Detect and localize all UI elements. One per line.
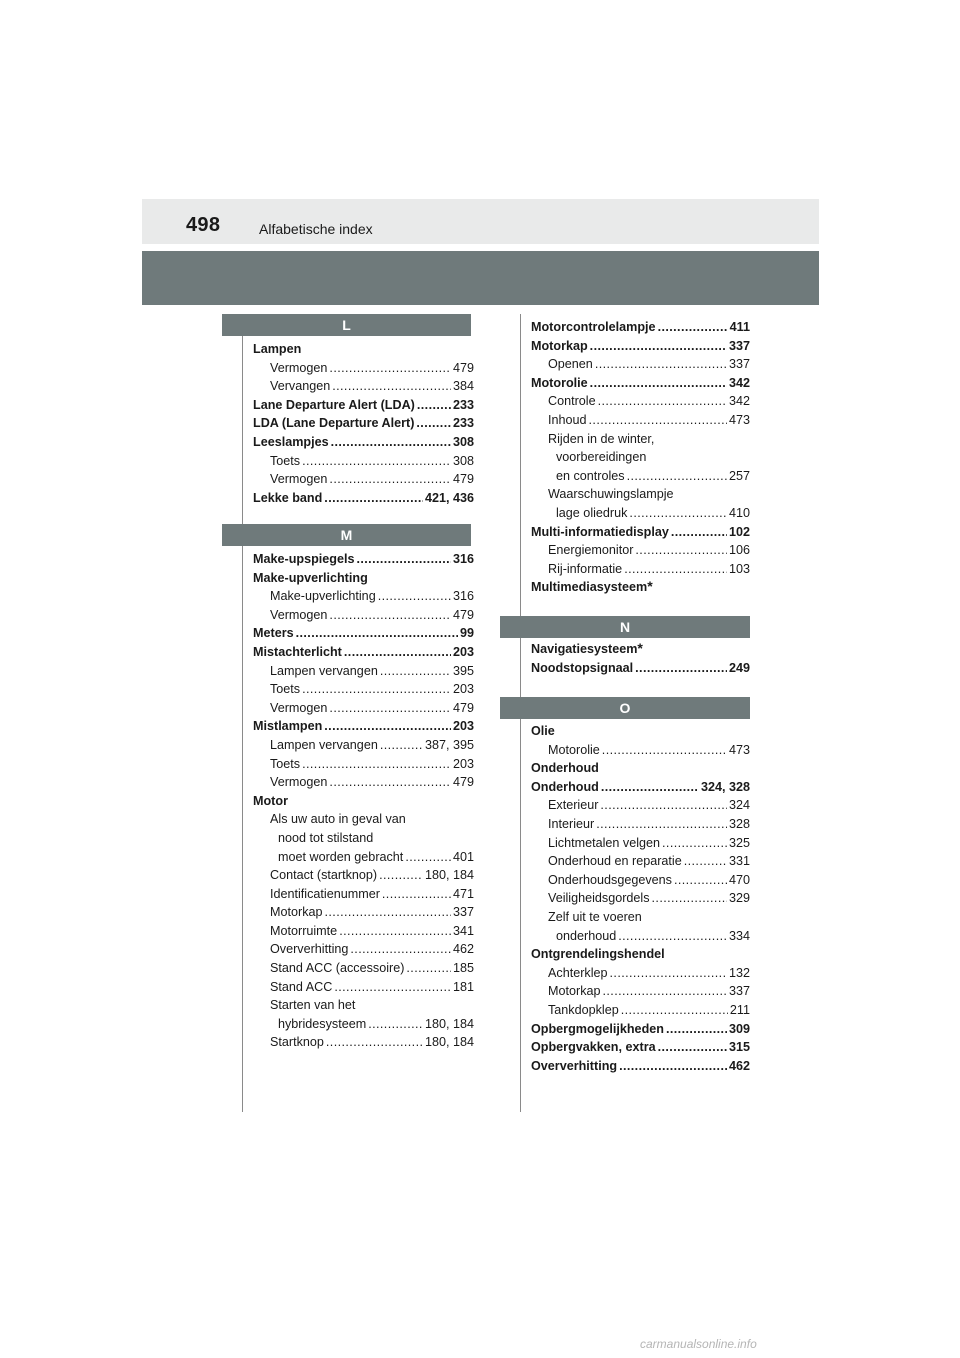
page-reference[interactable]: 309 <box>728 1021 750 1036</box>
dot-leader <box>610 964 727 983</box>
letter-header-L: L <box>222 314 471 336</box>
index-entry <box>531 759 750 778</box>
index-entry <box>253 470 474 489</box>
index-list-N <box>531 640 750 677</box>
index-entry <box>253 377 474 396</box>
page-reference[interactable]: 233 <box>452 416 474 431</box>
entry-term: Navigatiesysteem <box>531 642 638 656</box>
page-reference[interactable]: 180, 184 <box>424 1035 474 1050</box>
index-list-O <box>531 722 750 1075</box>
index-list-M-continued <box>531 318 750 597</box>
index-entry <box>531 834 750 853</box>
dot-leader <box>380 736 423 755</box>
page-reference[interactable]: 180, 184 <box>424 868 474 883</box>
page-reference[interactable]: 473 <box>728 742 750 757</box>
index-entry <box>253 773 474 792</box>
letter-header-N: N <box>500 616 750 638</box>
index-entry <box>531 1038 750 1057</box>
entry-term: Motorolie <box>548 742 600 757</box>
page-reference[interactable]: 395 <box>452 663 474 678</box>
page-reference[interactable]: 462 <box>728 1058 750 1073</box>
entry-term: Vermogen <box>270 360 328 375</box>
dot-leader <box>332 377 451 396</box>
entry-term: Opbergvakken, extra <box>531 1040 656 1055</box>
page-reference[interactable]: 384 <box>452 379 474 394</box>
page-reference[interactable]: 185 <box>452 961 474 976</box>
page-reference[interactable]: 324 <box>728 798 750 813</box>
entry-term: Oververhitting <box>270 942 349 957</box>
entry-term: Motorkap <box>270 905 323 920</box>
entry-term: Achterklep <box>548 965 608 980</box>
index-entry <box>531 374 750 393</box>
dot-leader <box>600 796 727 815</box>
dot-leader <box>329 773 451 792</box>
index-entry <box>531 722 750 741</box>
index-entry <box>531 485 750 504</box>
page-reference[interactable]: 257 <box>728 468 750 483</box>
page-reference[interactable]: 308 <box>452 434 474 449</box>
dot-leader <box>382 885 451 904</box>
index-entry <box>531 871 750 890</box>
index-entry <box>253 996 474 1015</box>
index-entry <box>253 680 474 699</box>
entry-term: Interieur <box>548 816 595 831</box>
entry-term: Meters <box>253 626 294 641</box>
entry-term: Inhoud <box>548 412 587 427</box>
page-reference[interactable]: 316 <box>452 589 474 604</box>
entry-term: Toets <box>270 756 301 771</box>
entry-term: Lampen <box>253 342 302 356</box>
page-reference[interactable]: 180, 184 <box>424 1016 474 1031</box>
entry-term: Vermogen <box>270 607 328 622</box>
entry-term: Motor <box>253 793 288 808</box>
index-entry <box>253 606 474 625</box>
page-reference[interactable]: 249 <box>728 660 750 675</box>
page-reference[interactable]: 421, 436 <box>424 490 474 505</box>
page-number: 498 <box>186 214 221 236</box>
index-entry <box>253 433 474 452</box>
index-entry <box>531 964 750 983</box>
index-entry <box>531 796 750 815</box>
entry-term: Ontgrendelingshendel <box>531 947 665 962</box>
index-entry <box>531 1001 750 1020</box>
dot-leader <box>379 866 423 885</box>
index-entry <box>531 945 750 964</box>
entry-term: Mistlampen <box>253 719 323 734</box>
index-entry <box>253 810 474 829</box>
dot-leader <box>326 1033 423 1052</box>
dot-leader <box>356 550 451 569</box>
entry-term: Stand ACC <box>270 979 333 994</box>
index-entry <box>253 959 474 978</box>
dot-leader <box>350 940 451 959</box>
index-entry <box>531 927 750 946</box>
index-entry <box>253 699 474 718</box>
index-entry <box>253 396 474 415</box>
entry-term: nood tot stilstand <box>278 830 374 845</box>
index-entry <box>531 815 750 834</box>
page-reference[interactable]: 473 <box>728 412 750 427</box>
entry-term: voorbereidingen <box>556 450 647 465</box>
dot-leader <box>344 643 451 662</box>
page-reference[interactable]: 479 <box>452 360 474 375</box>
entry-term: onderhoud <box>556 928 617 943</box>
entry-term: Identificatienummer <box>270 886 380 901</box>
dot-leader <box>380 662 451 681</box>
dot-leader <box>596 815 727 834</box>
entry-term: Motorruimte <box>270 923 338 938</box>
page-reference[interactable]: 211 <box>729 1002 750 1017</box>
dot-leader <box>405 848 451 867</box>
index-entry: Navigatiesysteem * <box>531 640 750 659</box>
entry-term: Contact (startknop) <box>270 868 378 883</box>
index-list-M <box>253 550 474 1052</box>
entry-term: Multimediasysteem <box>531 580 648 595</box>
page-reference[interactable]: 102 <box>728 524 750 539</box>
page-reference[interactable]: 334 <box>728 928 750 943</box>
index-entry <box>253 717 474 736</box>
entry-term: en controles <box>556 468 625 483</box>
dot-leader <box>666 1020 727 1039</box>
dot-leader <box>325 903 451 922</box>
entry-term: Vermogen <box>270 775 328 790</box>
index-entry <box>531 430 750 449</box>
dot-leader <box>296 624 458 643</box>
index-entry <box>253 359 474 378</box>
dot-leader <box>331 433 451 452</box>
index-entry <box>531 318 750 337</box>
entry-term: Exterieur <box>548 798 599 813</box>
entry-term: moet worden gebracht <box>278 849 404 864</box>
dot-leader <box>302 680 451 699</box>
entry-term: Lampen vervangen <box>270 737 378 752</box>
entry-term: Lekke band <box>253 490 323 505</box>
page-reference[interactable]: 203 <box>452 644 474 659</box>
entry-term: Lane Departure Alert (LDA) <box>253 397 415 412</box>
entry-term: Lichtmetalen velgen <box>548 835 661 850</box>
index-entry <box>253 340 474 359</box>
page-reference[interactable]: 315 <box>728 1040 750 1055</box>
page-reference[interactable]: 342 <box>728 394 750 409</box>
page-reference[interactable]: 337 <box>728 984 750 999</box>
entry-term: Stand ACC (accessoire) <box>270 961 405 976</box>
dot-leader <box>674 871 727 890</box>
dot-leader <box>368 1015 423 1034</box>
dot-leader <box>302 452 451 471</box>
entry-term: Vermogen <box>270 472 328 487</box>
index-entry <box>253 940 474 959</box>
entry-term: Vermogen <box>270 700 328 715</box>
dot-leader <box>671 523 727 542</box>
dot-leader <box>378 587 451 606</box>
entry-term: Zelf uit te voeren <box>548 909 642 924</box>
page-reference[interactable]: 337 <box>452 905 474 920</box>
dot-leader <box>324 717 451 736</box>
dot-leader <box>589 411 727 430</box>
page-reference[interactable]: 233 <box>452 397 474 412</box>
letter-header-M: M <box>222 524 471 546</box>
index-entry <box>531 852 750 871</box>
index-entry <box>253 792 474 811</box>
dot-leader <box>329 699 451 718</box>
page-reference[interactable]: 203 <box>452 719 474 734</box>
index-entry <box>531 1057 750 1076</box>
index-entry: Multimediasysteem * <box>531 578 750 597</box>
dot-leader <box>417 396 451 415</box>
entry-term: Openen <box>548 357 593 372</box>
page-reference[interactable]: 181 <box>452 979 474 994</box>
dot-leader <box>334 978 451 997</box>
page-reference[interactable]: 462 <box>452 942 474 957</box>
index-entry <box>531 778 750 797</box>
dot-leader <box>618 927 727 946</box>
entry-term: hybridesysteem <box>278 1016 367 1031</box>
dot-leader <box>324 489 423 508</box>
index-entry <box>531 908 750 927</box>
entry-term: Vervangen <box>270 379 331 394</box>
index-entry <box>531 741 750 760</box>
entry-term: Controle <box>548 394 596 409</box>
entry-term: Rij-informatie <box>548 561 623 576</box>
dot-leader <box>339 922 451 941</box>
dot-leader <box>406 959 451 978</box>
entry-term: Make-upspiegels <box>253 552 355 566</box>
entry-term: Onderhoud en reparatie <box>548 854 682 869</box>
index-entry <box>253 922 474 941</box>
entry-term: Onderhoud <box>531 761 599 776</box>
index-entry <box>531 337 750 356</box>
header-bar <box>142 199 819 244</box>
entry-term: Make-upverlichting <box>270 589 376 604</box>
entry-term: Rijden in de winter, <box>548 431 655 446</box>
dot-leader <box>658 318 728 337</box>
page-reference[interactable]: 325 <box>728 835 750 850</box>
dot-leader <box>590 374 727 393</box>
index-entry <box>531 411 750 430</box>
dot-leader <box>619 1057 727 1076</box>
entry-term: Mistachterlicht <box>253 644 342 659</box>
entry-term: Startknop <box>270 1035 324 1050</box>
index-entry <box>531 1020 750 1039</box>
index-entry <box>531 889 750 908</box>
dot-leader <box>652 889 727 908</box>
entry-term: Veiligheidsgordels <box>548 891 650 906</box>
page-reference[interactable]: 411 <box>729 320 750 334</box>
entry-term: Toets <box>270 453 301 468</box>
index-entry <box>253 736 474 755</box>
index-entry <box>253 978 474 997</box>
dot-leader <box>621 1001 728 1020</box>
dot-leader <box>629 504 727 523</box>
index-entry <box>253 829 474 848</box>
index-entry <box>531 982 750 1001</box>
dot-leader <box>590 337 727 356</box>
watermark: carmanualsonline.info <box>640 1337 757 1351</box>
entry-term: Toets <box>270 682 301 697</box>
index-entry <box>531 392 750 411</box>
dot-leader <box>658 1038 727 1057</box>
index-entry <box>253 569 474 588</box>
section-title: Alfabetische index <box>259 221 373 237</box>
index-entry <box>253 866 474 885</box>
page-reference[interactable]: 341 <box>452 923 474 938</box>
index-entry <box>253 755 474 774</box>
page-reference[interactable]: 99 <box>459 626 474 641</box>
page-reference[interactable]: 410 <box>728 505 750 520</box>
index-entry <box>531 523 750 542</box>
header-band <box>142 251 819 305</box>
dot-leader <box>601 778 699 797</box>
index-entry <box>531 541 750 560</box>
entry-term: Waarschuwingslampje <box>548 487 674 502</box>
index-entry <box>531 448 750 467</box>
dot-leader <box>302 755 451 774</box>
entry-term: Starten van het <box>270 998 356 1013</box>
column-divider-left <box>242 336 243 1112</box>
entry-term: Onderhoudsgegevens <box>548 872 672 887</box>
page-reference[interactable]: 479 <box>452 775 474 790</box>
dot-leader <box>635 541 727 560</box>
entry-term: Motorolie <box>531 375 588 390</box>
page-reference[interactable]: 328 <box>728 816 750 831</box>
dot-leader <box>329 606 451 625</box>
index-entry <box>531 467 750 486</box>
page-reference[interactable]: 329 <box>728 891 750 906</box>
page-reference[interactable]: 331 <box>728 854 750 869</box>
page-reference[interactable]: 132 <box>728 965 750 980</box>
page-reference[interactable]: 203 <box>452 756 474 771</box>
page-reference[interactable]: 106 <box>728 543 750 558</box>
index-entry <box>531 560 750 579</box>
page-reference[interactable]: 479 <box>452 607 474 622</box>
dot-leader <box>624 560 727 579</box>
page-reference[interactable]: 337 <box>728 357 750 372</box>
index-entry <box>253 885 474 904</box>
page-reference[interactable]: 470 <box>728 872 750 887</box>
page-reference[interactable]: 308 <box>452 453 474 468</box>
index-entry <box>253 550 474 569</box>
dot-leader <box>598 392 727 411</box>
dot-leader <box>603 982 727 1001</box>
index-entry <box>531 355 750 374</box>
page-reference[interactable]: 324, 328 <box>700 779 750 794</box>
page-reference[interactable]: 337 <box>728 338 750 353</box>
page-reference[interactable]: 401 <box>452 849 474 864</box>
index-entry <box>253 848 474 867</box>
dot-leader <box>329 359 451 378</box>
entry-term: Motorkap <box>548 984 601 999</box>
dot-leader <box>595 355 727 374</box>
index-entry <box>253 643 474 662</box>
entry-term: lage oliedruk <box>556 505 628 520</box>
page-reference[interactable]: 479 <box>452 700 474 715</box>
index-entry <box>531 659 750 678</box>
entry-term: Noodstopsignaal <box>531 660 634 675</box>
dot-leader <box>662 834 727 853</box>
index-entry <box>253 1033 474 1052</box>
entry-term: Motorcontrolelampje <box>531 320 656 334</box>
page-reference[interactable]: 203 <box>452 682 474 697</box>
letter-header-O: O <box>500 697 750 719</box>
entry-term: Leeslampjes <box>253 434 329 449</box>
entry-term: Lampen vervangen <box>270 663 378 678</box>
entry-term: Opbergmogelijkheden <box>531 1021 664 1036</box>
page-reference[interactable]: 103 <box>728 561 750 576</box>
entry-term: Olie <box>531 724 555 738</box>
index-entry <box>253 587 474 606</box>
page-reference[interactable]: 342 <box>728 375 750 390</box>
dot-leader <box>329 470 451 489</box>
dot-leader <box>416 414 451 433</box>
entry-term: Motorkap <box>531 338 588 353</box>
entry-term: Als uw auto in geval van <box>270 812 406 827</box>
index-entry <box>253 624 474 643</box>
page-reference[interactable]: 387, 395 <box>424 737 474 752</box>
dot-leader <box>684 852 727 871</box>
entry-term: Energiemonitor <box>548 543 634 558</box>
index-entry <box>253 903 474 922</box>
entry-term: Tankdopklep <box>548 1002 619 1017</box>
entry-term: Onderhoud <box>531 779 599 794</box>
page-reference[interactable]: 479 <box>452 472 474 487</box>
dot-leader <box>635 659 727 678</box>
page-reference[interactable]: 316 <box>452 552 474 566</box>
index-entry <box>253 414 474 433</box>
entry-term: Make-upverlichting <box>253 570 368 585</box>
index-entry <box>253 489 474 508</box>
index-entry <box>253 1015 474 1034</box>
index-entry <box>531 504 750 523</box>
dot-leader <box>627 467 727 486</box>
index-list-L <box>253 340 474 507</box>
entry-term: Oververhitting <box>531 1058 618 1073</box>
dot-leader <box>602 741 727 760</box>
index-entry <box>253 452 474 471</box>
entry-term: LDA (Lane Departure Alert) <box>253 416 415 431</box>
index-entry <box>253 662 474 681</box>
entry-term: Multi-informatiedisplay <box>531 524 669 539</box>
page-reference[interactable]: 471 <box>452 886 474 901</box>
